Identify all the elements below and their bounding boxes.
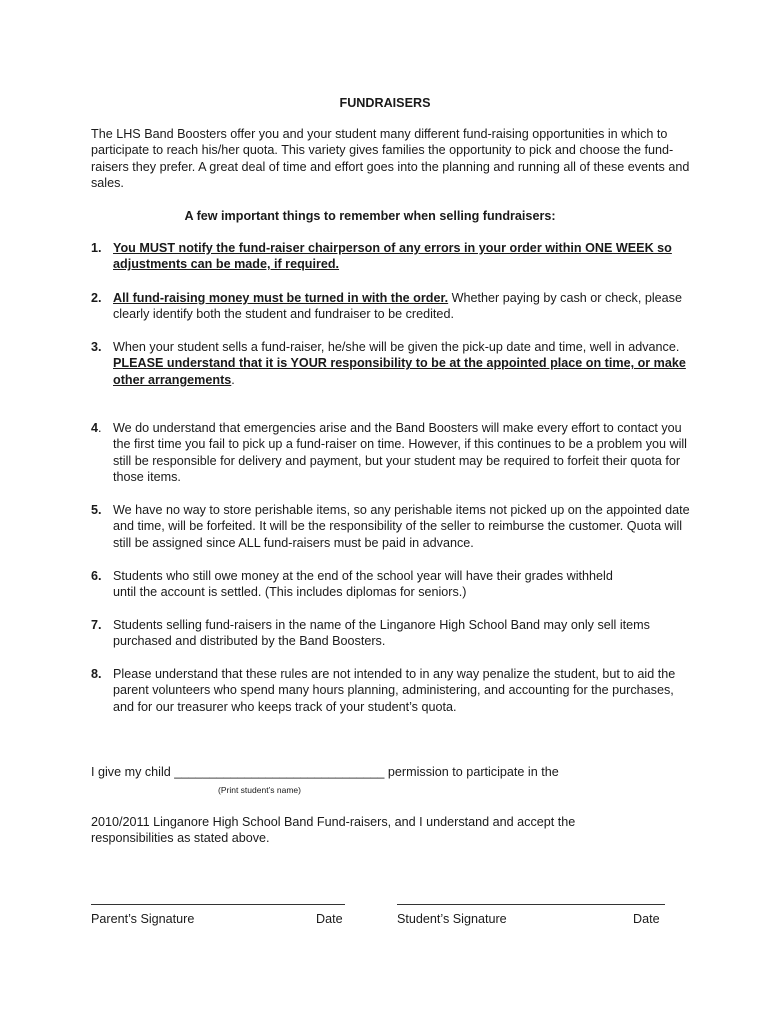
- item-text: Please understand that these rules are not intended to in any way penalize the student, but to aid the parent volunteers who spend many hours planning, administering, and accounting for the purchases, and for our treasurer who keeps track of your student’s quota.: [113, 667, 676, 714]
- item-number: 2.: [91, 291, 102, 305]
- parent-signature-label: Parent’s Signature: [91, 912, 195, 926]
- rule-item-7: [91, 617, 671, 650]
- item-emphasis: All fund-raising money must be turned in with the order.: [113, 291, 449, 305]
- item-suffix: .: [231, 372, 235, 387]
- item-text: We have no way to store perishable items, so any perishable items not picked up on the appointed date and time, will be forfeited. It will be the responsibility of the seller to reimburse the customer. Quota will still be assigned since ALL fund-raisers must be paid in advance.: [113, 503, 690, 550]
- rule-item-3: [91, 339, 703, 388]
- student-name-caption: (Print student’s name): [218, 785, 301, 795]
- item-emphasis: You MUST notify the fund-raiser chairperson of any errors in your order within ONE WEEK so adjustments can be made, if required.: [113, 241, 672, 272]
- rule-item-4: [91, 420, 701, 486]
- rule-item-1: [91, 240, 701, 273]
- intro-paragraph: The LHS Band Boosters offer you and your student many different fund-raising opportunities in which to participate to reach his/her quota. This variety gives families the opportunity to pick and choose the fund-raisers they prefer. A great deal of time and effort goes into the planning and running all of these events and sales.: [91, 127, 690, 191]
- item-number: 3.: [91, 340, 102, 354]
- rule-item-6: [91, 568, 631, 601]
- subheading: A few important things to remember when selling fundraisers:: [184, 209, 556, 223]
- rule-item-2: [91, 290, 701, 323]
- student-signature-label: Student’s Signature: [397, 912, 507, 926]
- item-number: 5.: [91, 503, 102, 517]
- item-text: [113, 339, 703, 388]
- consent-prefix: I give my child: [91, 765, 175, 779]
- item-number-digit: 4: [91, 421, 99, 435]
- item-number: 6.: [91, 569, 102, 583]
- item-number-punct: .: [98, 421, 102, 435]
- item-emphasis: PLEASE understand that it is YOUR responsibility to be at the appointed place on time, or make other arrangements: [113, 356, 686, 387]
- student-signature-line[interactable]: [397, 904, 665, 905]
- consent-suffix: permission to participate in the: [384, 765, 559, 779]
- item-body: When your student sells a fund-raiser, he/she will be given the pick-up date and time, well in advance.: [113, 340, 680, 354]
- item-text: We do understand that emergencies arise and the Band Boosters will make every effort to contact you the first time you fail to pick up a fund-raiser on time. However, if this continues to be a problem you will still be responsible for delivery and payment, but your student may be required to forfeit their quota for those items.: [113, 421, 687, 485]
- consent-statement: 2010/2011 Linganore High School Band Fund-raisers, and I understand and accept the responsibilities as stated above.: [91, 815, 576, 846]
- student-name-blank[interactable]: ______________________________: [174, 765, 385, 779]
- rule-item-5: [91, 502, 701, 551]
- item-text: Students who still owe money at the end of the school year will have their grades withheld until the account is settled. (This includes diplomas for seniors.): [113, 569, 613, 600]
- rule-item-8: [91, 666, 676, 715]
- item-text: [113, 290, 701, 323]
- item-number: 7.: [91, 618, 102, 632]
- item-body: Whether paying by cash or check, please clearly identify both the student and fundraiser to be credited.: [113, 291, 682, 322]
- parent-signature-line[interactable]: [91, 904, 345, 905]
- item-number: [91, 420, 102, 436]
- item-text: Students selling fund-raisers in the name of the Linganore High School Band may only sell items purchased and distributed by the Band Boosters.: [113, 618, 650, 649]
- item-number: 1.: [91, 241, 102, 255]
- student-date-label: Date: [633, 912, 660, 926]
- item-text: [113, 240, 701, 273]
- parent-date-label: Date: [316, 912, 343, 926]
- item-number: 8.: [91, 667, 102, 681]
- page-title: FUNDRAISERS: [339, 96, 431, 110]
- consent-line: [91, 764, 691, 780]
